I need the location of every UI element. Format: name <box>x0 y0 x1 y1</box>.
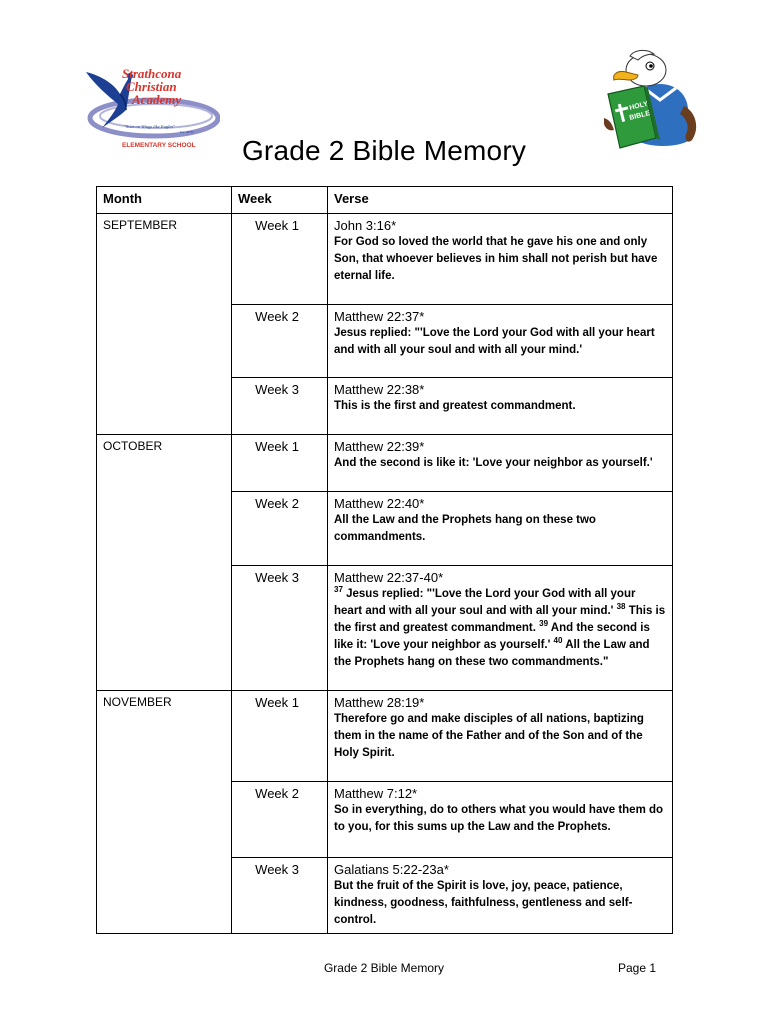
header-week: Week <box>232 187 328 214</box>
verse-text: But the fruit of the Spirit is love, joy, peace, patience, kindness, goodness, faithfulness, gentleness and self-control. <box>334 880 633 926</box>
month-cell: OCTOBER <box>97 435 232 691</box>
verse-cell <box>328 378 673 435</box>
memory-verse-table <box>96 186 673 934</box>
verse-text: This is the first and greatest commandment. <box>334 400 576 412</box>
page-title: Grade 2 Bible Memory <box>241 135 527 166</box>
verse-text <box>334 586 666 671</box>
verse-cell <box>328 305 673 378</box>
verse-reference: Matthew 22:39* <box>334 439 425 454</box>
table-row <box>97 214 673 305</box>
logo-school-name: ELEMENTARY SCHOOL <box>122 142 196 149</box>
verse-number: 37 <box>334 585 343 595</box>
verse-reference: Matthew 22:37* <box>334 309 425 324</box>
week-cell: Week 1 <box>232 691 328 782</box>
verse-reference: John 3:16* <box>334 218 397 233</box>
verse-reference: Matthew 22:40* <box>334 496 425 511</box>
verse-reference: Matthew 22:37-40* <box>334 570 444 585</box>
logo-line3: Academy <box>132 92 182 107</box>
verse-part: All the Law and the Prophets hang on these two commandments." <box>334 639 650 668</box>
week-cell: Week 1 <box>232 435 328 492</box>
bible-label-line2: BIBLE <box>628 110 651 122</box>
verse-number: 39 <box>539 619 549 629</box>
header-month: Month <box>97 187 232 214</box>
verse-text: So in everything, do to others what you would have them do to you, for this sums up the Law and the Prophets. <box>334 804 664 833</box>
week-cell: Week 3 <box>232 566 328 691</box>
month-cell: SEPTEMBER <box>97 214 232 435</box>
verse-text: Therefore go and make disciples of all nations, baptizing them in the name of the Father and of the Son and of the Holy Spirit. <box>334 713 644 759</box>
verse-cell <box>328 566 673 691</box>
footer-page-number: Page 1 <box>618 961 657 975</box>
verse-text: Jesus replied: "'Love the Lord your God with all your heart and with all your soul and with all your mind.' <box>334 327 655 356</box>
verse-cell <box>328 435 673 492</box>
verse-cell <box>328 782 673 858</box>
verse-cell <box>328 858 673 934</box>
verse-number: 38 <box>616 602 626 612</box>
verse-reference: Matthew 28:19* <box>334 695 425 710</box>
verse-number: 40 <box>553 636 563 646</box>
week-cell: Week 2 <box>232 782 328 858</box>
verse-reference: Galatians 5:22-23a* <box>334 862 449 877</box>
verse-text: For God so loved the world that he gave his one and only Son, that whoever believes in him shall not perish but have eternal life. <box>334 236 658 282</box>
table-row <box>97 435 673 492</box>
verse-cell <box>328 214 673 305</box>
table-row <box>97 691 673 782</box>
verse-reference: Matthew 7:12* <box>334 786 418 801</box>
verse-part: And the second is like it: 'Love your neighbor as yourself.' <box>334 622 650 651</box>
footer-title: Grade 2 Bible Memory <box>323 961 445 975</box>
logo-line1: Strathcona <box>122 66 182 81</box>
verse-reference: Matthew 22:38* <box>334 382 425 397</box>
header-verse: Verse <box>328 187 673 214</box>
week-cell: Week 2 <box>232 305 328 378</box>
verse-part: This is the first and greatest commandment. <box>334 605 666 634</box>
bible-label-line1: HOLY <box>628 100 649 112</box>
verse-text: All the Law and the Prophets hang on these two commandments. <box>334 514 596 543</box>
verse-text: And the second is like it: 'Love your neighbor as yourself.' <box>334 457 653 469</box>
week-cell: Week 3 <box>232 858 328 934</box>
week-cell: Week 3 <box>232 378 328 435</box>
week-cell: Week 1 <box>232 214 328 305</box>
table-header-row <box>97 187 673 214</box>
logo-tagline-ref: Isa. 40:31 <box>180 130 194 134</box>
month-cell: NOVEMBER <box>97 691 232 934</box>
logo-tagline: "Soar on Wings like Eagles" <box>124 124 176 129</box>
logo-line2: Christian <box>126 79 177 94</box>
verse-cell <box>328 492 673 566</box>
week-cell: Week 2 <box>232 492 328 566</box>
verse-part: Jesus replied: "'Love the Lord your God with all your heart and with all your soul and with all your mind.' <box>334 588 636 617</box>
verse-cell <box>328 691 673 782</box>
